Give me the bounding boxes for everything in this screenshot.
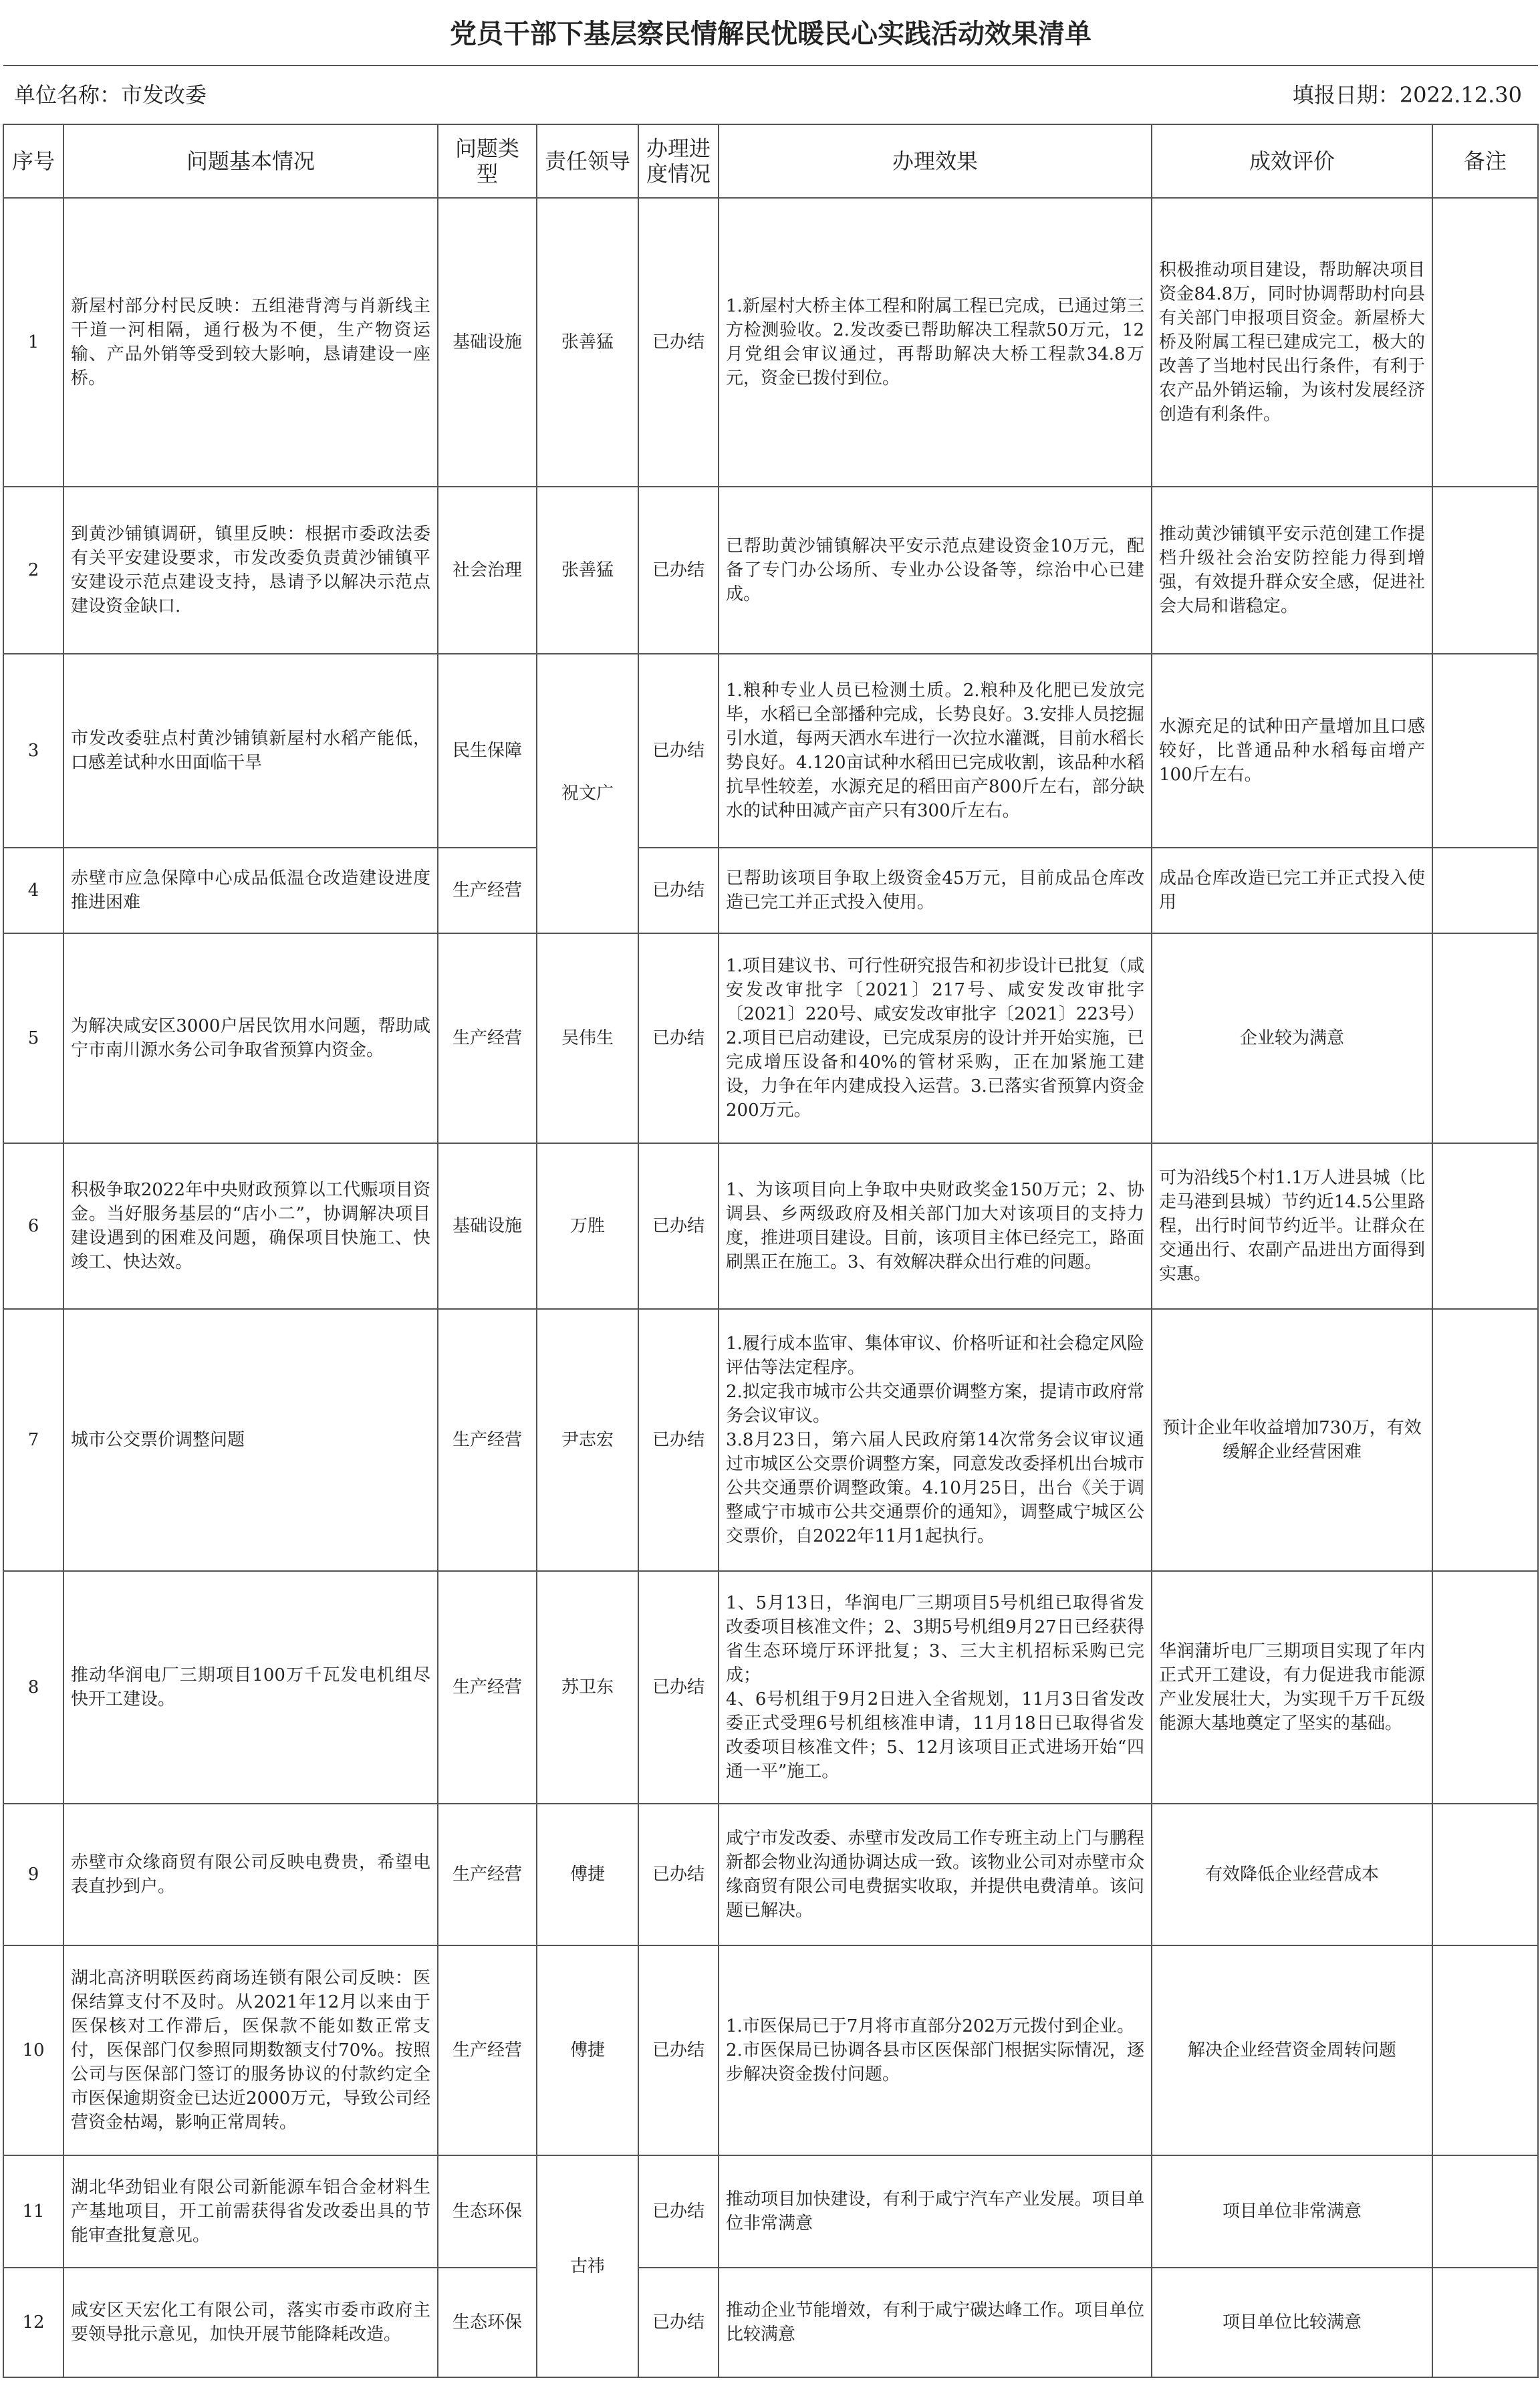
row-number: 6 <box>3 1143 63 1309</box>
status-cell: 已办结 <box>638 1571 719 1804</box>
type-cell: 生产经营 <box>438 1309 537 1571</box>
leader-cell: 万胜 <box>537 1143 638 1309</box>
leader-cell: 尹志宏 <box>537 1309 638 1571</box>
remark-cell <box>1432 1945 1538 2155</box>
evaluation-cell: 有效降低企业经营成本 <box>1152 1804 1432 1945</box>
header-evaluation: 成效评价 <box>1152 124 1432 198</box>
table-row <box>3 2268 1538 2377</box>
status-cell: 已办结 <box>638 1945 719 2155</box>
effect-cell: 推动企业节能增效，有利于咸宁碳达峰工作。项目单位比较满意 <box>719 2268 1152 2377</box>
row-number: 3 <box>3 654 63 848</box>
leader-cell: 古祎 <box>537 2155 638 2377</box>
evaluation-cell: 推动黄沙铺镇平安示范创建工作提档升级社会治安防控能力得到增强，有效提升群众安全感，促进社会大局和谐稳定。 <box>1152 487 1432 654</box>
problem-cell: 新屋村部分村民反映：五组港背湾与肖新线主干道一河相隔，通行极为不便，生产物资运输、产品外销等受到较大影响，恳请建设一座桥。 <box>63 198 438 487</box>
type-cell: 生态环保 <box>438 2155 537 2268</box>
problem-cell: 推动华润电厂三期项目100万千瓦发电机组尽快开工建设。 <box>63 1571 438 1804</box>
type-cell: 基础设施 <box>438 1143 537 1309</box>
row-number: 9 <box>3 1804 63 1945</box>
status-cell: 已办结 <box>638 2155 719 2268</box>
type-cell: 社会治理 <box>438 487 537 654</box>
table-row <box>3 198 1538 487</box>
problem-cell: 市发改委驻点村黄沙铺镇新屋村水稻产能低，口感差试种水田面临干旱 <box>63 654 438 848</box>
status-cell: 已办结 <box>638 848 719 933</box>
leader-cell: 张善猛 <box>537 487 638 654</box>
evaluation-cell: 预计企业年收益增加730万，有效缓解企业经营困难 <box>1152 1309 1432 1571</box>
problem-cell: 城市公交票价调整问题 <box>63 1309 438 1571</box>
remark-cell <box>1432 1143 1538 1309</box>
row-number: 4 <box>3 848 63 933</box>
header-effect: 办理效果 <box>719 124 1152 198</box>
problem-cell: 为解决咸安区3000户居民饮用水问题，帮助咸宁市南川源水务公司争取省预算内资金。 <box>63 933 438 1143</box>
page-title: 党员干部下基层察民情解民忧暖民心实践活动效果清单 <box>450 17 1092 49</box>
status-cell: 已办结 <box>638 1143 719 1309</box>
leader-cell: 傅捷 <box>537 1945 638 2155</box>
table-row <box>3 1804 1538 1945</box>
problem-cell: 咸安区天宏化工有限公司，落实市委市政府主要领导批示意见，加快开展节能降耗改造。 <box>63 2268 438 2377</box>
type-cell: 生产经营 <box>438 1571 537 1804</box>
problem-cell: 湖北高济明联医药商场连锁有限公司反映：医保结算支付不及时。从2021年12月以来由于医保核对工作滞后，医保款不能如数正常支付，医保部门仅参照同期数额支付70%。按照公司与医保部门签订的服务协议的付款约定全市医保逾期资金已达近2000万元，导致公司经营资金枯竭，影响正常周转。 <box>63 1945 438 2155</box>
table-row <box>3 487 1538 654</box>
table-row <box>3 1143 1538 1309</box>
table-row <box>3 848 1538 933</box>
row-number: 11 <box>3 2155 63 2268</box>
header-row <box>3 124 1538 198</box>
header-type: 问题类型 <box>438 124 537 198</box>
type-cell: 基础设施 <box>438 198 537 487</box>
remark-cell <box>1432 1309 1538 1571</box>
effect-cell: 已帮助该项目争取上级资金45万元，目前成品仓库改造已完工并正式投入使用。 <box>719 848 1152 933</box>
status-cell: 已办结 <box>638 1309 719 1571</box>
table-row <box>3 1309 1538 1571</box>
remark-cell <box>1432 933 1538 1143</box>
effect-cell: 1.履行成本监审、集体审议、价格听证和社会稳定风险评估等法定程序。 2.拟定我市城市公共交通票价调整方案，提请市政府常务会议审议。 3.8月23日，第六届人民政府第14次常务会议审议通过市城区公交票价调整方案，同意发改委择机出台城市公共交通票价调整政策。4.10月25日，出台《关于调整咸宁市城市公共交通票价的通知》，调整咸宁城区公交票价，自2022年11月1起执行。 <box>719 1309 1152 1571</box>
leader-cell: 苏卫东 <box>537 1571 638 1804</box>
effect-cell: 已帮助黄沙铺镇解决平安示范点建设资金10万元，配备了专门办公场所、专业办公设备等，综治中心已建成。 <box>719 487 1152 654</box>
header-remark: 备注 <box>1432 124 1538 198</box>
effect-cell: 咸宁市发改委、赤壁市发改局工作专班主动上门与鹏程新都会物业沟通协调达成一致。该物业公司对赤壁市众缘商贸有限公司电费据实收取，并提供电费清单。该问题已解决。 <box>719 1804 1152 1945</box>
remark-cell <box>1432 1804 1538 1945</box>
evaluation-cell: 项目单位非常满意 <box>1152 2155 1432 2268</box>
evaluation-cell: 成品仓库改造已完工并正式投入使用 <box>1152 848 1432 933</box>
remark-cell <box>1432 487 1538 654</box>
row-number: 1 <box>3 198 63 487</box>
type-cell: 生态环保 <box>438 2268 537 2377</box>
table-row <box>3 1571 1538 1804</box>
meta-spacer <box>537 66 1152 124</box>
effect-cell: 1.新屋村大桥主体工程和附属工程已完成，已通过第三方检测验收。2.发改委已帮助解决工程款50万元，12月党组会审议通过，再帮助解决大桥工程款34.8万元，资金已拨付到位。 <box>719 198 1152 487</box>
problem-cell: 赤壁市众缘商贸有限公司反映电费贵，希望电表直抄到户。 <box>63 1804 438 1945</box>
problem-cell: 积极争取2022年中央财政预算以工代赈项目资金。当好服务基层的“店小二”，协调解决项目建设遇到的困难及问题，确保项目快施工、快竣工、快达效。 <box>63 1143 438 1309</box>
meta-row <box>3 66 1538 124</box>
table-row <box>3 1945 1538 2155</box>
row-number: 10 <box>3 1945 63 2155</box>
status-cell: 已办结 <box>638 487 719 654</box>
effect-cell: 1、为该项目向上争取中央财政奖金150万元；2、协调县、乡两级政府及相关部门加大对该项目的支持力度，推进项目建设。目前，该项目主体已经完工，路面刷黑正在施工。3、有效解决群众出行难的问题。 <box>719 1143 1152 1309</box>
remark-cell <box>1432 1571 1538 1804</box>
remark-cell <box>1432 198 1538 487</box>
row-number: 2 <box>3 487 63 654</box>
evaluation-cell: 积极推动项目建设，帮助解决项目资金84.8万，同时协调帮助村向县有关部门申报项目资金。新屋桥大桥及附属工程已建成完工，极大的改善了当地村民出行条件，有利于农产品外销运输，为该村发展经济创造有利条件。 <box>1152 198 1432 487</box>
fill-date: 填报日期：2022.12.30 <box>1152 66 1538 124</box>
status-cell: 已办结 <box>638 2268 719 2377</box>
remark-cell <box>1432 2268 1538 2377</box>
status-cell: 已办结 <box>638 198 719 487</box>
header-leader: 责任领导 <box>537 124 638 198</box>
leader-cell: 傅捷 <box>537 1804 638 1945</box>
leader-cell: 张善猛 <box>537 198 638 487</box>
remark-cell <box>1432 848 1538 933</box>
evaluation-cell: 解决企业经营资金周转问题 <box>1152 1945 1432 2155</box>
effect-list-table <box>3 3 1539 2378</box>
table-row <box>3 2155 1538 2268</box>
effect-cell: 1.市医保局已于7月将市直部分202万元拨付到企业。 2.市医保局已协调各县市区医保部门根据实际情况，逐步解决资金拨付问题。 <box>719 1945 1152 2155</box>
unit-name: 单位名称：市发改委 <box>3 66 537 124</box>
report-sheet <box>3 3 1539 2378</box>
problem-cell: 湖北华劲铝业有限公司新能源车铝合金材料生产基地项目，开工前需获得省发改委出具的节能审查批复意见。 <box>63 2155 438 2268</box>
effect-cell: 1.粮种专业人员已检测土质。2.粮种及化肥已发放完毕，水稻已全部播种完成，长势良好。3.安排人员挖掘引水道，每两天洒水车进行一次拉水灌溉，目前水稻长势良好。4.120亩试种水稻田已完成收割，该品种水稻抗旱性较差，水源充足的稻田亩产800斤左右，部分缺水的试种田减产亩产只有300斤左右。 <box>719 654 1152 848</box>
status-cell: 已办结 <box>638 1804 719 1945</box>
problem-cell: 到黄沙铺镇调研，镇里反映：根据市委政法委有关平安建设要求，市发改委负责黄沙铺镇平安建设示范点建设支持，恳请予以解决示范点建设资金缺口. <box>63 487 438 654</box>
effect-cell: 1、5月13日，华润电厂三期项目5号机组已取得省发改委项目核准文件；2、3期5号机组9月27日已经获得省生态环境厅环评批复；3、三大主机招标采购已完成； 4、6号机组于9月2日进入全省规划，11月3日省发改委正式受理6号机组核准申请，11月18日已取得省发改委项目核准文件；5、12月该项目正式进场开始“四通一平”施工。 <box>719 1571 1152 1804</box>
type-cell: 生产经营 <box>438 1804 537 1945</box>
status-cell: 已办结 <box>638 654 719 848</box>
evaluation-cell: 可为沿线5个村1.1万人进县城（比走马港到县城）节约近14.5公里路程，出行时间节约近半。让群众在交通出行、农副产品进出方面得到实惠。 <box>1152 1143 1432 1309</box>
evaluation-cell: 企业较为满意 <box>1152 933 1432 1143</box>
problem-cell: 赤壁市应急保障中心成品低温仓改造建设进度推进困难 <box>63 848 438 933</box>
type-cell: 生产经营 <box>438 933 537 1143</box>
header-status: 办理进度情况 <box>638 124 719 198</box>
header-problem: 问题基本情况 <box>63 124 438 198</box>
leader-cell: 吴伟生 <box>537 933 638 1143</box>
row-number: 5 <box>3 933 63 1143</box>
effect-cell: 1.项目建议书、可行性研究报告和初步设计已批复（咸安发改审批字〔2021〕217号、咸安发改审批字〔2021〕220号、咸安发改审批字〔2021〕223号）2.项目已启动建设，已完成泵房的设计并开始实施，已完成增压设备和40%的管材采购，正在加紧施工建设，力争在年内建成投入运营。3.已落实省预算内资金200万元。 <box>719 933 1152 1143</box>
type-cell: 生产经营 <box>438 848 537 933</box>
evaluation-cell: 华润蒲圻电厂三期项目实现了年内正式开工建设，有力促进我市能源产业发展壮大，为实现千万千瓦级能源大基地奠定了坚实的基础。 <box>1152 1571 1432 1804</box>
header-seq: 序号 <box>3 124 63 198</box>
type-cell: 生产经营 <box>438 1945 537 2155</box>
status-cell: 已办结 <box>638 933 719 1143</box>
table-row <box>3 933 1538 1143</box>
row-number: 7 <box>3 1309 63 1571</box>
evaluation-cell: 水源充足的试种田产量增加且口感较好，比普通品种水稻每亩增产100斤左右。 <box>1152 654 1432 848</box>
table-row <box>3 654 1538 848</box>
leader-cell: 祝文广 <box>537 654 638 933</box>
effect-cell: 推动项目加快建设，有利于咸宁汽车产业发展。项目单位非常满意 <box>719 2155 1152 2268</box>
title-row <box>3 3 1538 66</box>
row-number: 8 <box>3 1571 63 1804</box>
type-cell: 民生保障 <box>438 654 537 848</box>
remark-cell <box>1432 654 1538 848</box>
remark-cell <box>1432 2155 1538 2268</box>
evaluation-cell: 项目单位比较满意 <box>1152 2268 1432 2377</box>
row-number: 12 <box>3 2268 63 2377</box>
